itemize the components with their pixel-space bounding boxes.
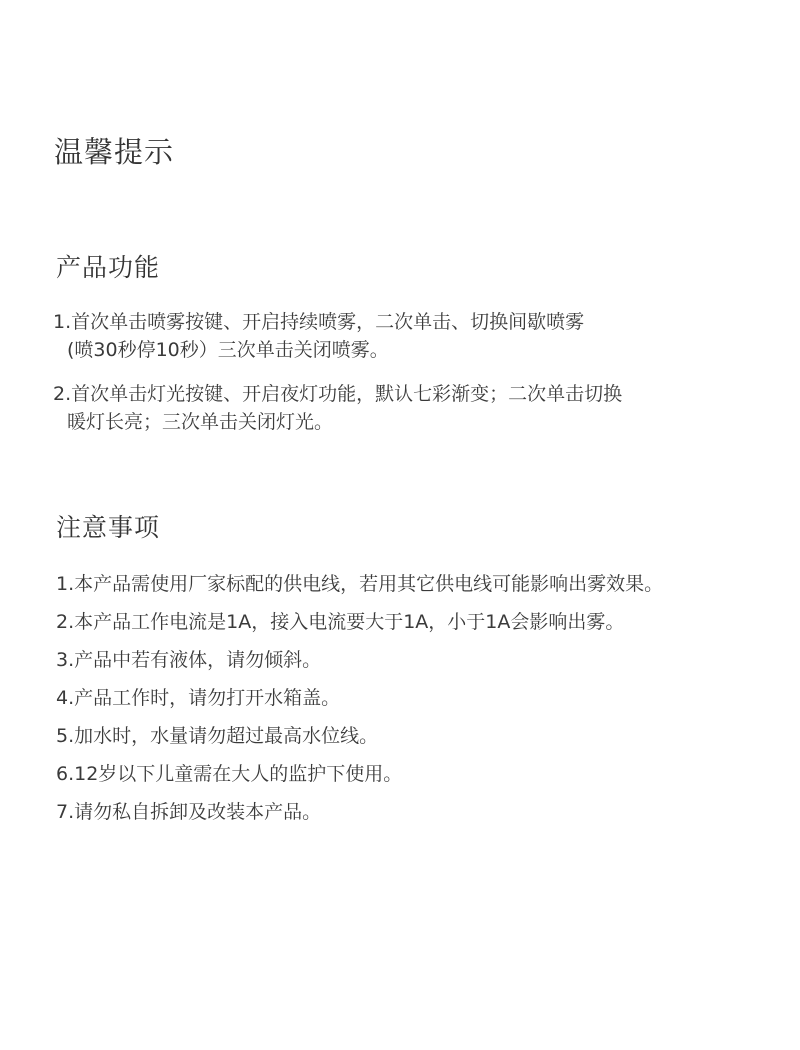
function-item-line: (喷30秒停10秒）三次单击关闭喷雾。 (67, 339, 389, 361)
section-title-functions: 产品功能 (56, 253, 161, 282)
notice-item: 4.产品工作时，请勿打开水箱盖。 (56, 687, 341, 709)
function-item-line: 1.首次单击喷雾按键、开启持续喷雾，二次单击、切换间歇喷雾 (53, 311, 585, 333)
notice-item: 3.产品中若有液体，请勿倾斜。 (56, 649, 322, 671)
notice-item: 2.本产品工作电流是1A，接入电流要大于1A，小于1A会影响出雾。 (56, 611, 625, 633)
notice-item: 1.本产品需使用厂家标配的供电线，若用其它供电线可能影响出雾效果。 (56, 573, 664, 595)
notice-item: 5.加水时，水量请勿超过最高水位线。 (56, 725, 379, 747)
notice-item: 6.12岁以下儿童需在大人的监护下使用。 (56, 763, 403, 785)
function-item-line: 暖灯长亮；三次单击关闭灯光。 (67, 411, 334, 433)
notice-item: 7.请勿私自拆卸及改装本产品。 (56, 801, 322, 823)
function-item-line: 2.首次单击灯光按键、开启夜灯功能，默认七彩渐变；二次单击切换 (53, 383, 623, 405)
notice-list (56, 571, 796, 837)
section-title-notices: 注意事项 (56, 513, 161, 542)
function-item (53, 308, 584, 364)
page-title: 温馨提示 (54, 135, 175, 169)
function-item (53, 380, 622, 436)
